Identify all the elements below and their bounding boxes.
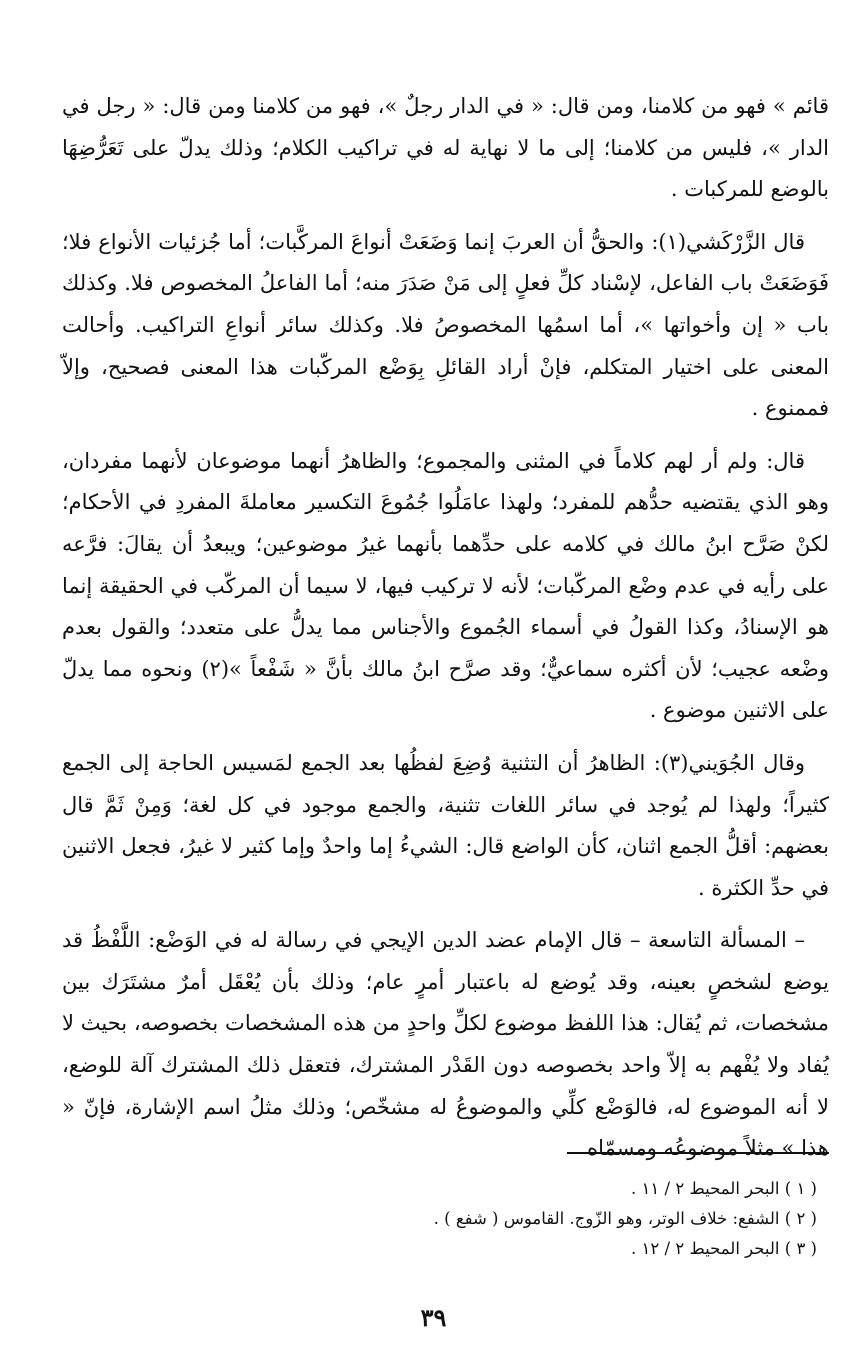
paragraph-5: – المسألة التاسعة – قال الإمام عضد الدين الإيجي في رسالة له في الوَضْع: اللَّفْظُ قد يوضع لشخصٍ بعينه، وقد يُوضع له باعتبار أمرٍ عام؛ وذلك بأن يُعْقَل أمرٌ مشتَرَك بين مشخصات، ثم يُقال: هذا اللفظ موضوع لكلِّ واحدٍ من هذه المشخصات بخصوصه، بحيث لا يُفاد ولا يُفْهم به إلاّ واحد بخصوصه دون القَدْر المشترك، فتعقل ذلك المشترك آلة للوضع، لا أنه الموضوع له، فالوَضْع كلِّي والموضوعُ له مشخّص؛ وذلك مثلُ اسم الإشارة، فإنّ « هذا » مثلاً موضوعُه ومسمّاه <box>62 928 829 1161</box>
main-text <box>62 86 829 1181</box>
paragraph-1: قائم » فهو من كلامنا، ومن قال: « في الدار رجلٌ »، فهو من كلامنا ومن قال: « رجل في الدار »، فليس من كلامنا؛ إلى ما لا نهاية له في تراكيب الكلام؛ وذلك يدلّ على تَعَرُّضِهَا بالوضع للمركبات . <box>62 94 829 202</box>
paragraph-3: قال: ولم أر لهم كلاماً في المثنى والمجموع؛ والظاهرُ أنهما موضوعان لأنهما مفردان، وهو الذي يقتضيه حدُّهم للمفرد؛ ولهذا عامَلُوا جُمُوعَ التكسير معاملةَ المفردِ في الأحكام؛ لكنْ صَرَّح ابنُ مالك في كلامه على حدِّهما بأنهما غيرُ موضوعين؛ ويبعدُ أن يقالَ: فرَّعه على رأيه في عدم وضْع المركّبات؛ لأنه لا تركيب فيها، لا سيما أن المركّب في الحقيقة إنما هو الإسنادُ، وكذا القولُ في أسماء الجُموع والأجناس مما يدلُّ على متعدد؛ والقول بعدم وضْعه عجيب؛ لأن أكثره سماعيٌّ؛ وقد صرَّح ابنُ مالك بأنَّ « شَفْعاً »(٢) ونحوه مما يدلّ على الاثنين موضوع . <box>62 448 829 723</box>
footnote-1: ( ١ ) البحر المحيط ٢ / ١١ . <box>631 1179 817 1198</box>
page-number: ٣٩ <box>420 1303 447 1332</box>
footnotes <box>62 1174 829 1264</box>
footnote-divider <box>567 1152 829 1154</box>
paragraph-2: قال الزَّرْكَشي(١): والحقُّ أن العربَ إنما وَضَعَتْ أنواعَ المركَّبات؛ أما جُزئيات الأنواع فلا؛ فَوَضَعَتْ باب الفاعل، لإسْناد كلِّ فعلٍ إلى مَنْ صَدَرَ منه؛ أما الفاعلُ المخصوص فلا. وكذلك باب « إن وأخواتها »، أما اسمُها المخصوصُ فلا. وكذلك سائر أنواعِ التراكيب. وأحالت المعنى على اختيار المتكلم، فإنْ أراد القائلِ بِوَضْع المركّبات هذا المعنى فصحيح، وإلاّ فممنوع . <box>62 229 829 421</box>
footnote-2: ( ٢ ) الشفع: خلاف الوتر، وهو الزّوج. القاموس ( شفع ) . <box>433 1209 817 1228</box>
paragraph-4: وقال الجُوَيني(٣): الظاهرُ أن التثنية وُضِعَ لفظُها بعد الجمع لمَسيس الحاجة إلى الجمع كثيراً؛ ولهذا لم يُوجد في سائر اللغات تثنية، والجمع موجود في كل لغة؛ وَمِنْ ثَمَّ قال بعضهم: أقلُّ الجمع اثنان، كأن الواضع قال: الشيءُ إما واحدٌ وإما كثير لا غيرُ، فجعل الاثنين في حدِّ الكثرة . <box>62 750 829 900</box>
footnote-3: ( ٣ ) البحر المحيط ٢ / ١٢ . <box>631 1239 817 1258</box>
